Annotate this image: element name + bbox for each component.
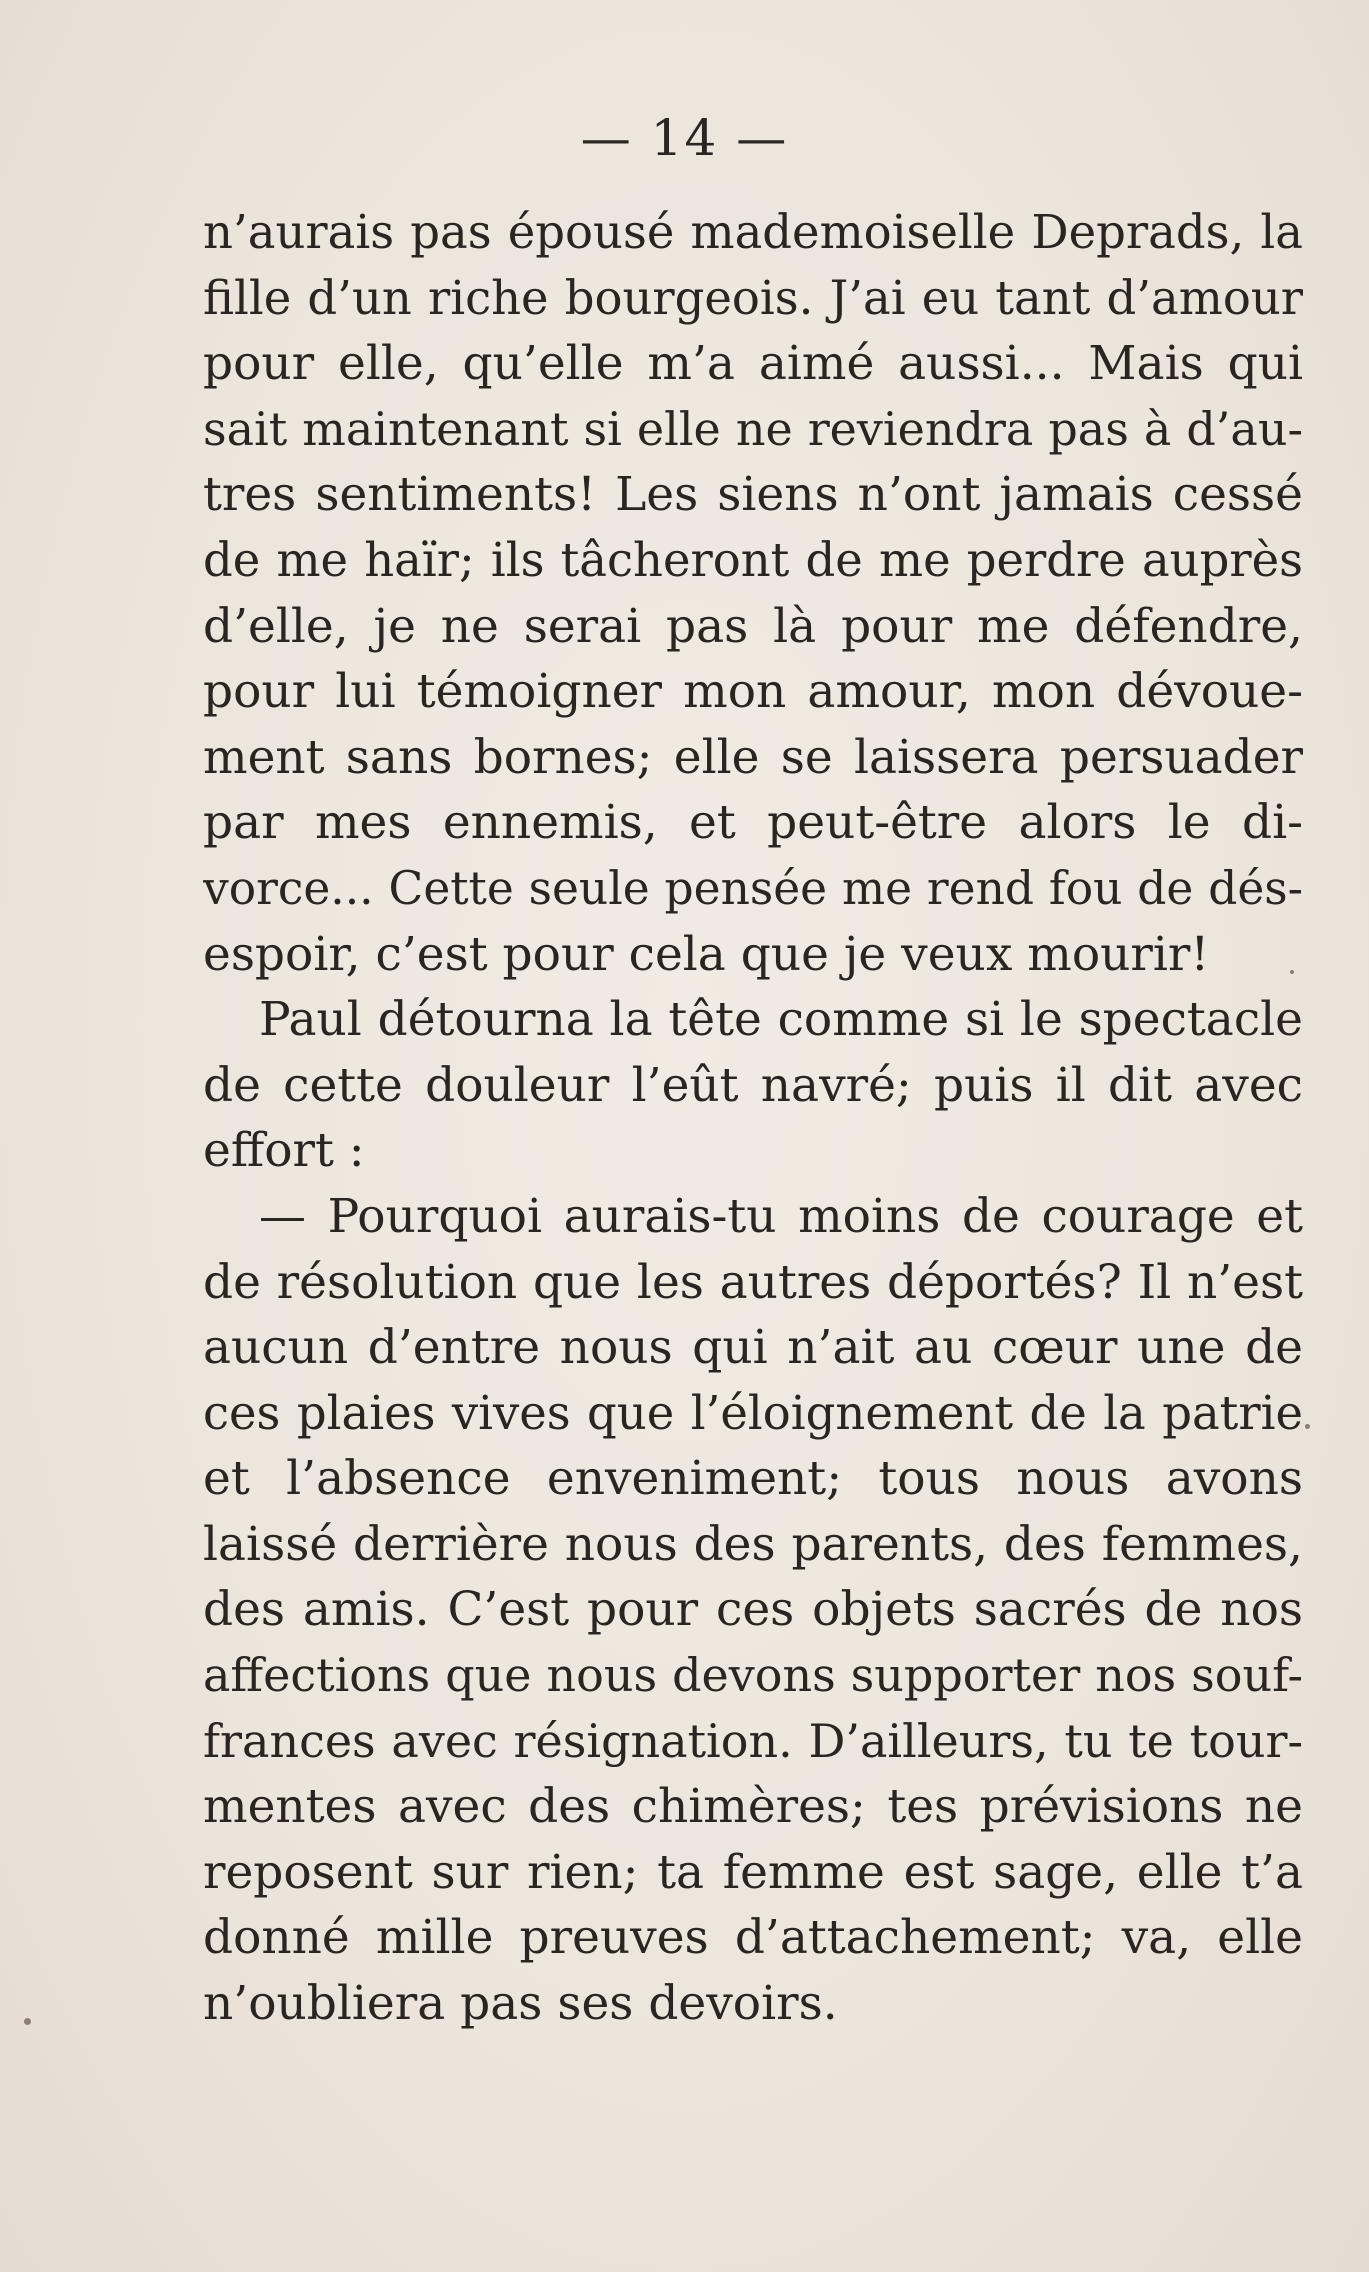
text-line: espoir, c’est pour cela que je veux mourir! [203, 926, 1210, 982]
text-line: de me haïr; ils tâcheront de me perdre auprès [203, 532, 1303, 587]
text-line: ment sans bornes; elle se laissera persuader [203, 729, 1303, 785]
text-line: n’aurais pas épousé mademoiselle Deprads, la [203, 205, 1303, 259]
text-line: mentes avec des chimères; tes prévisions ne [203, 1779, 1303, 1835]
text-line: d’elle, je ne serai pas là pour me défendre, [203, 598, 1303, 654]
text-line: aucun d’entre nous qui n’ait au cœur une de [203, 1320, 1303, 1376]
text-line: pour lui témoigner mon amour, mon dévoue- [203, 664, 1303, 720]
paper-speck [1305, 1424, 1310, 1429]
text-line: fille d’un riche bourgeois. J’ai eu tant d’amour [203, 270, 1303, 325]
text-line: n’oubliera pas ses devoirs. [203, 1976, 838, 2032]
text-line: laissé derrière nous des parents, des femmes, [203, 1516, 1303, 1572]
text-line: de cette douleur l’eût navré; puis il dit avec [203, 1057, 1303, 1113]
text-line: tres sentiments! Les siens n’ont jamais cessé [203, 467, 1303, 523]
text-line: vorce... Cette seule pensée me rend fou de dés- [203, 861, 1303, 915]
text-line: affections que nous devons supporter nos souf- [203, 1648, 1303, 1703]
text-line: ces plaies vives que l’éloignement de la patrie [203, 1385, 1303, 1440]
text-line: par mes ennemis, et peut-être alors le di- [203, 795, 1303, 851]
text-line: frances avec résignation. D’ailleurs, tu te tour- [203, 1713, 1303, 1768]
text-line: de résolution que les autres déportés? Il n’est [203, 1254, 1303, 1310]
text-line: donné mille preuves d’attachement; va, elle [203, 1910, 1303, 1966]
text-line: — Pourquoi aurais-tu moins de courage et [259, 1188, 1303, 1244]
paper-speck [1290, 970, 1294, 974]
text-line: et l’absence enveniment; tous nous avons [203, 1451, 1303, 1507]
text-line: Paul détourna la tête comme si le spectacle [259, 992, 1303, 1048]
text-line: pour elle, qu’elle m’a aimé aussi... Mais qui [203, 336, 1303, 392]
text-line: des amis. C’est pour ces objets sacrés de nos [203, 1582, 1303, 1638]
body-text [203, 200, 1303, 2037]
page-number: — 14 — [580, 109, 789, 167]
paper-speck [24, 2018, 31, 2025]
text-line: reposent sur rien; ta femme est sage, elle t’a [203, 1844, 1303, 1900]
text-line: effort : [203, 1123, 365, 1179]
text-line: sait maintenant si elle ne reviendra pas à d’au- [203, 401, 1303, 456]
